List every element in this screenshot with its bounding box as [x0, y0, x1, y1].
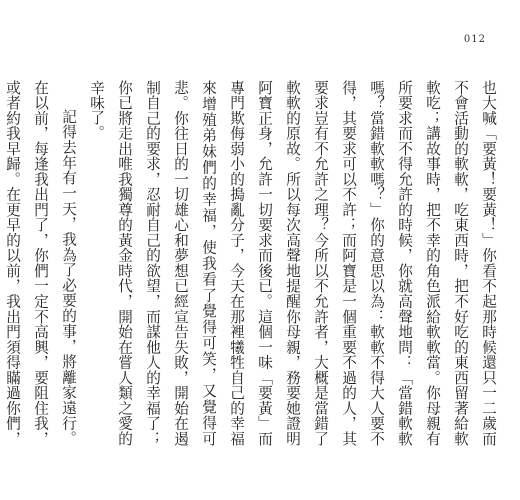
- paragraph: 記得去年有一天，我為了必要的事，將離家遠行。在以前，每逢我出門了，你們一定不高興，要阻住我，或者約我早歸。在更早的以前，我出門須得瞞過你們，: [4, 80, 77, 446]
- page-number: 012: [463, 34, 486, 45]
- vertical-text-body: [4, 80, 502, 446]
- paragraph: 也大喊「要黃！要黃！」你看不起那時候還只一二歲而不會活動的軟軟，吃東西時，把不好吃的東西留著給軟軟吃；講故事時，把不幸的角色派給軟軟當。你母親有所要求而不得允許的時候，你就高聲地問：「當錯軟軟嗎？當錯軟軟嗎？」你的意思以為：軟軟不得大人要不得，其要求可以不許；而阿寶是一個重要不過的人，其要求豈有不允許之理？今所以不允許者，大概是當錯了軟軟的原故。所以每次高聲地提醒你母親，務要她證明阿寶正身，允許一切要求而後已。這個一味「要黃」而專門欺侮弱小的搗亂分子，今天在那裡犧牲自己的幸福來增殖弟妹們的幸福，使我看了覺得可笑，又覺得可悲。你往日的一切雄心和夢想已經宣告失敗，開始在遏制自己的要求，忍耐自己的欲望，而謀他人的幸福了；你已將走出唯我獨尊的黃金時代，開始在嘗人類之愛的辛味了。: [88, 80, 497, 446]
